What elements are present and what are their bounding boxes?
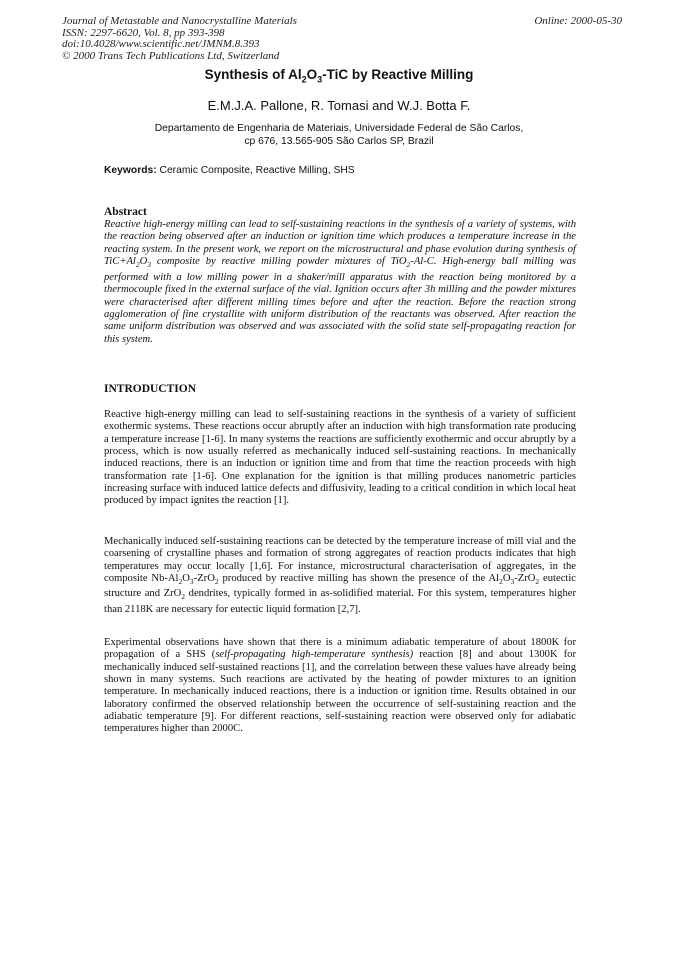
abstract-sub-1: 2 <box>135 260 140 270</box>
intro-paragraph-1: Reactive high-energy milling can lead to self-sustaining reactions in the synthesis of a variety of sufficient exothermic systems. These reactions occur abruptly after an induction with high transformation rate producing a temperature increase [1-6]. In many systems the reactions are sufficiently exothermic and occur abruptly by a process, which is now usually referred as mechanically induced self-sustaining reactions. In mechanically induced reactions, there is an induction or ignition time and from that time the reaction proceeds with high transformation rate [1-6]. One explanation for the ignition is that milling produces nanometric particles increasing surface with induced lattice defects and diffusivity, leading to a critical condition in which local heat produced by impact ignites the reaction [1]. <box>104 409 576 507</box>
keywords-label: Keywords: <box>104 165 157 176</box>
affiliation-line-1: Departamento de Engenharia de Materiais, Universidade Federal de São Carlos, <box>154 123 524 134</box>
p2-sub-5: 3 <box>510 577 515 587</box>
journal-name: Journal of Metastable and Nanocrystalline Materials <box>62 15 297 27</box>
p3-text-a: Experimental observations have shown that there is a minimum adiabatic temperature of about 1800K for propagation of a SHS ( <box>104 637 576 661</box>
title-post: -TiC by Reactive Milling <box>322 67 474 82</box>
abstract-text-2: composite by reactive milling powder mixtures of TiO <box>151 256 407 268</box>
title-mid: O <box>306 67 318 82</box>
p2-sub-6: 2 <box>535 577 540 587</box>
p3-text-b: reaction [8] and about 1300K for mechanically induced self-sustained reactions [1], and the correlation between these values have already being shown in many systems. Such reactions are activated by the heating of powder mixtures to an ignition temperature. In mechanically induced reactions, there is a induction or ignition time. Results obtained in our laboratory confirmed the observed relationship between the occurrence of self-sustaining reaction and the adiabatic temperature [9]. For different reactions, self-sustaining reaction were observed only for adiabatic temperatures higher than 2000C. <box>104 649 576 735</box>
journal-header <box>62 16 622 62</box>
online-date: Online: 2000-05-30 <box>534 15 622 27</box>
affiliation-line-2: cp 676, 13.565-905 São Carlos SP, Brazil <box>244 135 434 147</box>
affiliation <box>0 123 678 148</box>
p2-text-h: dendrites, typically formed in as-solidified material. For this system, temperatures higher than 2118K are necessary for eutectic liquid formation [2,7]. <box>104 588 576 615</box>
p2-text-a: Mechanically induced self-sustaining reactions can be detected by the temperature increase of mill vial and the coarsening of crystalline phases and formation of strong aggregates of reaction products indicates that high temperatures may occur locally [1,6]. For instance, microstructural characterisation of aggregates, in the composite Nb-Al <box>104 536 576 585</box>
p2-text-f: -ZrO <box>514 573 536 585</box>
p2-text-b: O <box>182 573 190 585</box>
journal-doi: doi:10.4028/www.scientific.net/JMNM.8.393 <box>62 38 260 50</box>
p2-sub-1: 2 <box>178 577 183 587</box>
abstract-text-1: Reactive high-energy milling can lead to self-sustaining reactions in the synthesis of a variety of systems, with the reaction being observed after an induction or ignition time which produces a temperature increase in the reacting system. In the present work, we report on the microstructural and phase evolution during synthesis of TiC+Al <box>104 219 576 268</box>
title-pre: Synthesis of Al <box>204 67 302 82</box>
keywords <box>104 165 355 176</box>
title-sub-1: 2 <box>301 74 307 85</box>
journal-issn: ISSN: 2297-6620, Vol. 8, pp 393-398 <box>62 26 225 39</box>
abstract-body <box>104 219 576 346</box>
author-list: E.M.J.A. Pallone, R. Tomasi and W.J. Botta F. <box>207 98 471 113</box>
p2-sub-2: 3 <box>189 577 194 587</box>
p2-text-e: O <box>502 573 511 585</box>
p2-text-d: produced by reactive milling has shown the presence of the Al <box>218 573 500 585</box>
p2-sub-4: 2 <box>499 577 503 587</box>
abstract-text-1b: O <box>139 256 148 268</box>
intro-paragraph-3 <box>104 637 576 736</box>
p2-sub-3: 2 <box>214 577 219 587</box>
keywords-text: Ceramic Composite, Reactive Milling, SHS <box>156 165 355 176</box>
p2-text-c: -ZrO <box>193 573 215 585</box>
abstract-sub-2: 3 <box>147 260 152 270</box>
journal-copyright: © 2000 Trans Tech Publications Ltd, Switzerland <box>62 49 280 62</box>
p2-text-g: eutectic structure and ZrO <box>104 573 576 600</box>
p2-sub-7: 2 <box>181 592 186 602</box>
abstract-sub-3: 2 <box>406 260 411 270</box>
abstract-heading: Abstract <box>104 206 147 218</box>
abstract-text-3: -Al-C. High-energy ball milling was performed with a low milling power in a shaker/mill apparatus with the reaction being monitored by a thermocouple fixed in the external surface of the vial. Ignition occurs after 3h milling and the powder mixtures were characterised after different milling times before and after the reaction. Before the reaction strong agglomeration of fine crystallite with uniform distribution of the reactants was observed. After reaction the same uniform distribution was observed and was associated with the solid state self-propagating reaction for this system. <box>104 256 576 345</box>
intro-paragraph-2 <box>104 536 576 616</box>
p3-italic-term: self-propagating high-temperature synthesis) <box>215 649 414 661</box>
paper-title <box>0 67 678 85</box>
introduction-heading: INTRODUCTION <box>104 383 197 395</box>
title-sub-2: 3 <box>317 74 323 85</box>
